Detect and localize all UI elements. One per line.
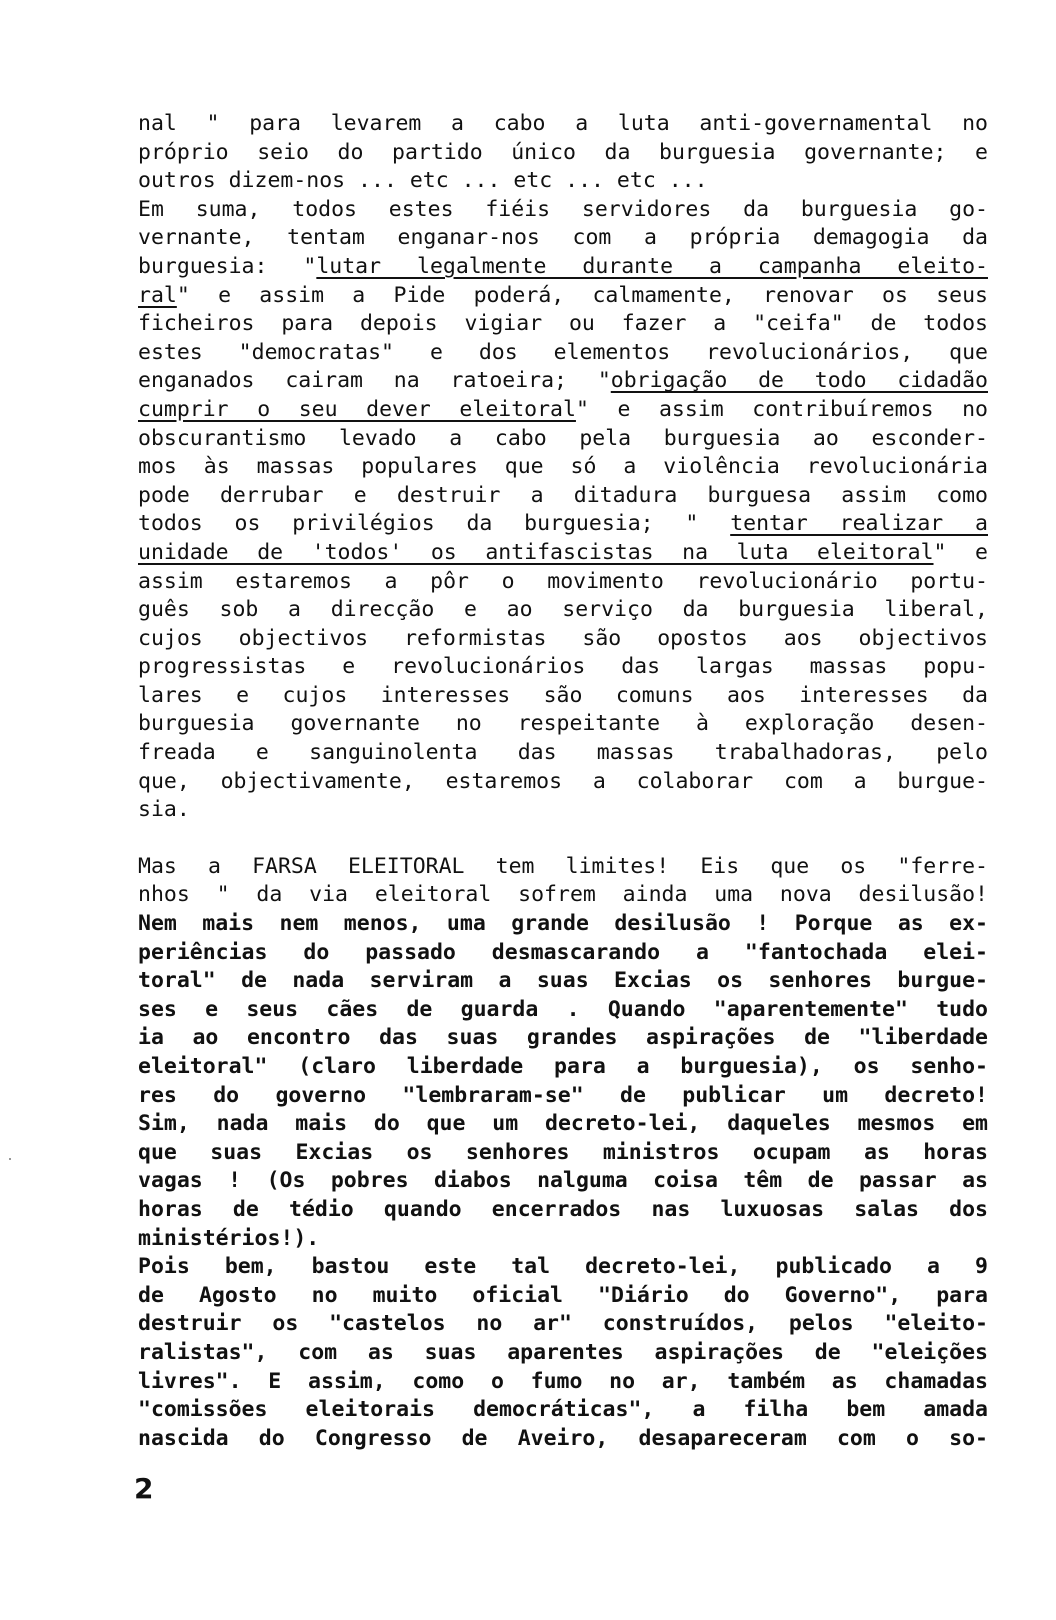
text-segment: ia ao encontro das suas grandes aspirações de "liberdade xyxy=(138,1025,988,1051)
text-line xyxy=(138,710,988,739)
text-line xyxy=(138,167,988,196)
text-segment: destruir os "castelos no ar" construídos, pelos "eleito- xyxy=(138,1311,988,1337)
text-line xyxy=(138,853,988,882)
text-segment: Sim, nada mais do que um decreto-lei, daqueles mesmos em xyxy=(138,1111,988,1137)
text-segment: cujos objectivos reformistas são opostos aos objectivos xyxy=(138,625,988,651)
text-segment: toral" de nada serviram a suas Excias os senhores burgue- xyxy=(138,968,988,994)
paragraph-1 xyxy=(138,110,988,196)
text-line xyxy=(138,996,988,1025)
text-line xyxy=(138,510,988,539)
text-line xyxy=(138,196,988,225)
text-line xyxy=(138,425,988,454)
text-line xyxy=(138,1225,988,1254)
text-segment: freada e sanguinolenta das massas trabalhadoras, pelo xyxy=(138,740,988,766)
text-line xyxy=(138,453,988,482)
text-segment: ralistas", com as suas aparentes aspirações de "eleições xyxy=(138,1339,988,1365)
text-segment: que suas Excias os senhores ministros ocupam as horas xyxy=(138,1139,988,1165)
text-segment: nascida do Congresso de Aveiro, desapareceram com o so- xyxy=(138,1425,988,1451)
text-segment: burguesia: " xyxy=(138,253,317,279)
text-segment: " e xyxy=(933,539,988,565)
text-segment: periências do passado desmascarando a "fantochada elei- xyxy=(138,939,988,965)
text-line xyxy=(138,1196,988,1225)
text-segment: sia. xyxy=(138,797,190,823)
text-line xyxy=(138,139,988,168)
text-line xyxy=(138,1167,988,1196)
text-segment: estes "democratas" e dos elementos revolucionários, que xyxy=(138,339,988,365)
text-line xyxy=(138,1053,988,1082)
text-segment: " e assim a Pide poderá, calmamente, renovar os seus xyxy=(176,282,988,308)
text-segment: outros dizem-nos ... etc ... etc ... etc ... xyxy=(138,168,708,194)
underlined-text: obrigação de todo cidadão xyxy=(610,368,988,394)
text-line xyxy=(138,224,988,253)
text-line xyxy=(138,1024,988,1053)
text-segment: ficheiros para depois vigiar ou fazer a "ceifa" de todos xyxy=(138,311,988,337)
text-line xyxy=(138,539,988,568)
text-line xyxy=(138,910,988,939)
text-segment: pode derrubar e destruir a ditadura burguesa assim como xyxy=(138,482,988,508)
text-line xyxy=(138,367,988,396)
text-segment: livres". E assim, como o fumo no ar, também as chamadas xyxy=(138,1368,988,1394)
text-segment: nal " para levarem a cabo a luta anti-governamental no xyxy=(138,111,988,136)
text-segment: Mas a FARSA ELEITORAL tem limites! Eis que os "ferre- xyxy=(138,853,988,879)
text-segment: que, objectivamente, estaremos a colaborar com a burgue- xyxy=(138,768,988,794)
text-segment: enganados cairam na ratoeira; " xyxy=(138,368,611,394)
underlined-text: cumprir o seu dever eleitoral xyxy=(138,396,576,422)
text-segment: eleitoral" (claro liberdade para a burguesia), os senho- xyxy=(138,1054,988,1079)
text-segment: nhos " da via eleitoral sofrem ainda uma nova desilusão! xyxy=(138,882,988,908)
text-segment: "comissões eleitorais democráticas", a filha bem amada xyxy=(138,1397,988,1423)
scan-speck xyxy=(9,1158,11,1160)
text-segment: res do governo "lembraram-se" de publicar um decreto! xyxy=(138,1082,988,1108)
paragraph-gap xyxy=(138,825,988,853)
text-segment: assim estaremos a pôr o movimento revolucionário portu- xyxy=(138,568,988,594)
text-line xyxy=(138,739,988,768)
text-segment: lares e cujos interesses são comuns aos interesses da xyxy=(138,682,988,708)
text-line xyxy=(138,1110,988,1139)
text-line xyxy=(138,653,988,682)
document-page xyxy=(138,110,988,1453)
text-line xyxy=(138,1396,988,1425)
text-line xyxy=(138,1139,988,1168)
text-segment: Nem mais nem menos, uma grande desilusão ! Porque as ex- xyxy=(138,911,988,937)
text-line xyxy=(138,939,988,968)
text-segment: todos os privilégios da burguesia; " xyxy=(138,511,731,537)
underlined-text: unidade de 'todos' os antifascistas na luta eleitoral xyxy=(138,539,934,565)
paragraph-3 xyxy=(138,853,988,1253)
paragraph-2 xyxy=(138,196,988,825)
text-line xyxy=(138,1282,988,1311)
text-line xyxy=(138,768,988,797)
text-line xyxy=(138,1082,988,1111)
text-line xyxy=(138,310,988,339)
text-line xyxy=(138,1253,988,1282)
text-line xyxy=(138,396,988,425)
text-segment: horas de tédio quando encerrados nas luxuosas salas dos xyxy=(138,1196,988,1222)
text-segment: ses e seus cães de guarda . Quando "aparentemente" tudo xyxy=(138,996,988,1022)
text-line xyxy=(138,1425,988,1454)
text-segment: burguesia governante no respeitante à exploração desen- xyxy=(138,711,988,737)
text-line xyxy=(138,110,988,139)
text-segment: vagas ! (Os pobres diabos nalguma coisa têm de passar as xyxy=(138,1168,988,1194)
text-segment: Pois bem, bastou este tal decreto-lei, publicado a 9 xyxy=(138,1254,988,1280)
text-line xyxy=(138,253,988,282)
text-line xyxy=(138,568,988,597)
text-line xyxy=(138,1310,988,1339)
text-segment: de Agosto no muito oficial "Diário do Governo", para xyxy=(138,1282,988,1308)
text-segment: " e assim contribuíremos no xyxy=(575,396,988,422)
text-line xyxy=(138,625,988,654)
text-segment: obscurantismo levado a cabo pela burguesia ao esconder- xyxy=(138,425,988,451)
text-line xyxy=(138,881,988,910)
paragraph-4 xyxy=(138,1253,988,1453)
text-segment: guês sob a direcção e ao serviço da burguesia liberal, xyxy=(138,597,988,623)
text-line xyxy=(138,682,988,711)
text-segment: mos às massas populares que só a violência revolucionária xyxy=(138,454,988,480)
text-line xyxy=(138,967,988,996)
text-line xyxy=(138,282,988,311)
page-number: 2 xyxy=(134,1472,154,1505)
text-line xyxy=(138,1339,988,1368)
underlined-text: ral xyxy=(138,282,177,308)
text-segment: ministérios!). xyxy=(138,1225,320,1251)
text-segment: vernante, tentam enganar-nos com a própria demagogia da xyxy=(138,225,988,251)
text-line xyxy=(138,1368,988,1397)
text-line xyxy=(138,596,988,625)
text-line xyxy=(138,482,988,511)
text-segment: Em suma, todos estes fiéis servidores da burguesia go- xyxy=(138,196,988,222)
text-line xyxy=(138,796,988,825)
underlined-text: lutar legalmente durante a campanha eleito- xyxy=(316,253,988,279)
text-segment: progressistas e revolucionários das largas massas popu- xyxy=(138,654,988,680)
text-line xyxy=(138,339,988,368)
underlined-text: tentar realizar a xyxy=(730,511,988,537)
text-segment: próprio seio do partido único da burguesia governante; e xyxy=(138,139,988,165)
